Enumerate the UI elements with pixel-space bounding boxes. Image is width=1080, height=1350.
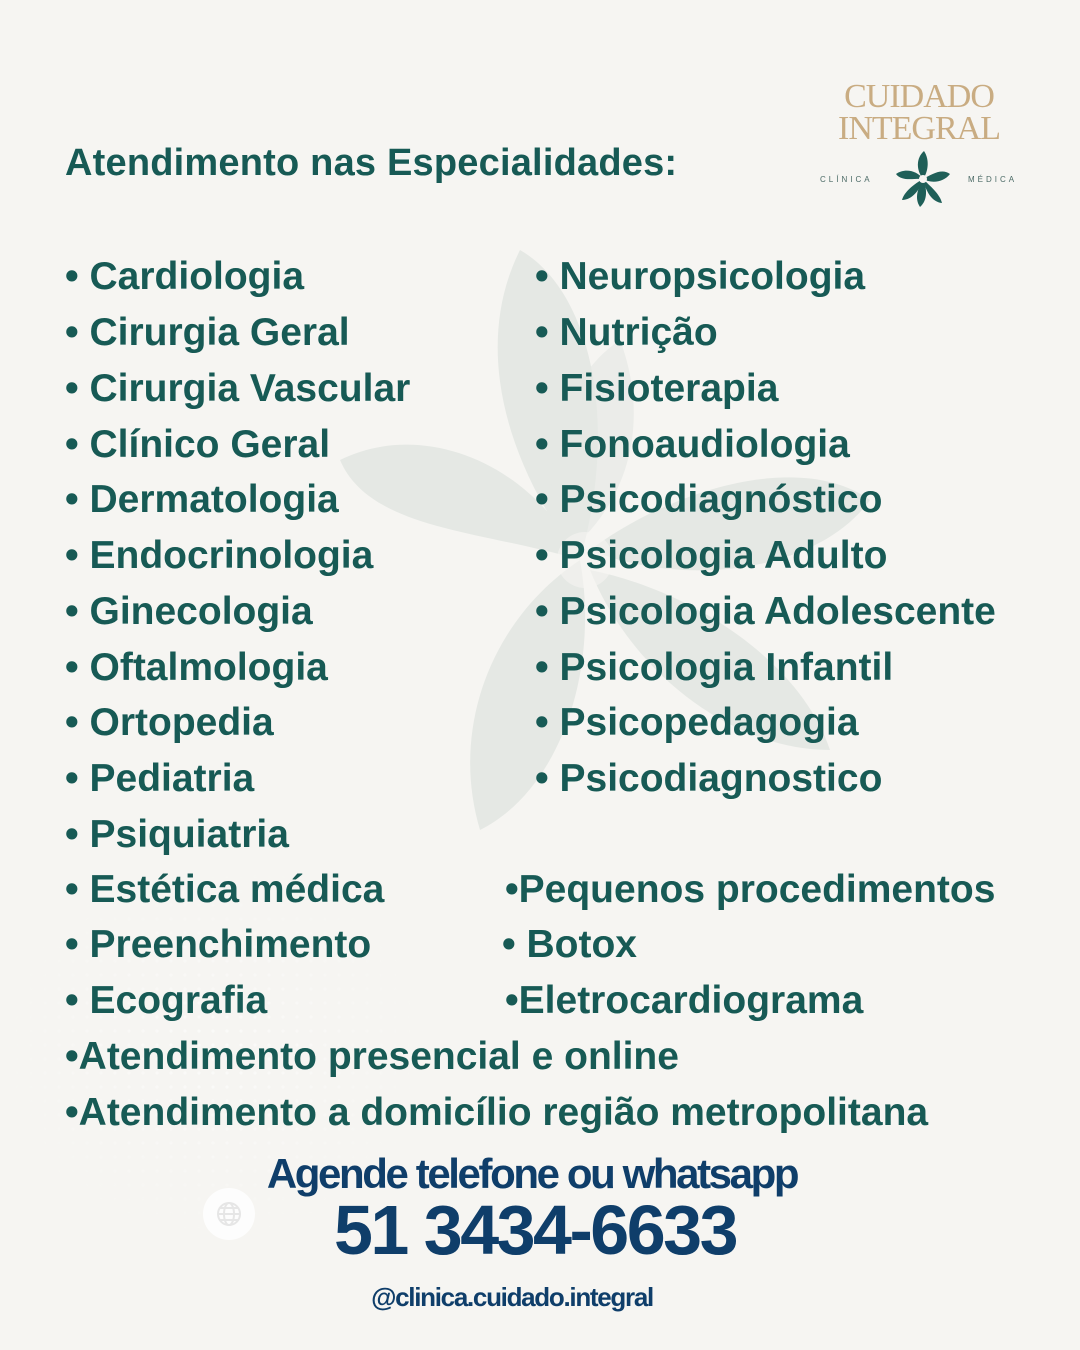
leaf-flower-logo-icon <box>892 148 954 210</box>
specialty-item: • Ecografia <box>65 979 268 1022</box>
service-item: • Botox <box>502 923 637 966</box>
specialty-item: • Fonoaudiologia <box>535 423 850 466</box>
specialty-item: • Psiquiatria <box>65 813 289 856</box>
specialty-item: • Nutrição <box>535 311 718 354</box>
specialty-item: • Psicologia Infantil <box>535 646 894 689</box>
service-item: •Pequenos procedimentos <box>505 868 996 911</box>
specialty-item: • Cardiologia <box>65 255 305 298</box>
specialty-item: • Pediatria <box>65 757 255 800</box>
specialty-item: • Fisioterapia <box>535 367 779 410</box>
clinic-logo <box>812 76 1032 214</box>
phone-number: 51 3434-6633 <box>333 1191 737 1269</box>
specialty-item: • Psicodiagnostico <box>535 757 883 800</box>
logo-subtitle-right: MÉDICA <box>968 175 1018 184</box>
schedule-call-to-action: Agende telefone ou whatsapp <box>266 1150 798 1197</box>
logo-line-2: INTEGRAL <box>838 110 1000 147</box>
service-item: •Atendimento presencial e online <box>65 1035 679 1078</box>
logo-subtitle-left: CLÍNICA <box>820 175 873 184</box>
specialty-item: • Psicodiagnóstico <box>535 478 883 521</box>
specialty-item: • Estética médica <box>65 868 385 911</box>
specialty-item: • Psicologia Adulto <box>535 534 888 577</box>
specialty-item: • Cirurgia Geral <box>65 311 350 354</box>
service-item: •Eletrocardiograma <box>505 979 864 1022</box>
specialty-item: • Oftalmologia <box>65 646 328 689</box>
specialty-item: • Endocrinologia <box>65 534 374 577</box>
specialty-item: • Preenchimento <box>65 923 372 966</box>
specialty-item: • Psicologia Adolescente <box>535 590 996 633</box>
logo-line-1: CUIDADO <box>844 78 994 115</box>
specialty-item: • Clínico Geral <box>65 423 331 466</box>
specialty-item: • Neuropsicologia <box>535 255 866 298</box>
instagram-handle: @clinica.cuidado.integral <box>371 1282 653 1312</box>
service-item: •Atendimento a domicílio região metropolitana <box>65 1091 929 1134</box>
specialty-item: • Dermatologia <box>65 478 339 521</box>
specialty-item: • Ginecologia <box>65 590 313 633</box>
specialty-item: • Ortopedia <box>65 701 274 744</box>
specialty-item: • Psicopedagogia <box>535 701 859 744</box>
page-title: Atendimento nas Especialidades: <box>65 142 678 184</box>
specialty-item: • Cirurgia Vascular <box>65 367 411 410</box>
